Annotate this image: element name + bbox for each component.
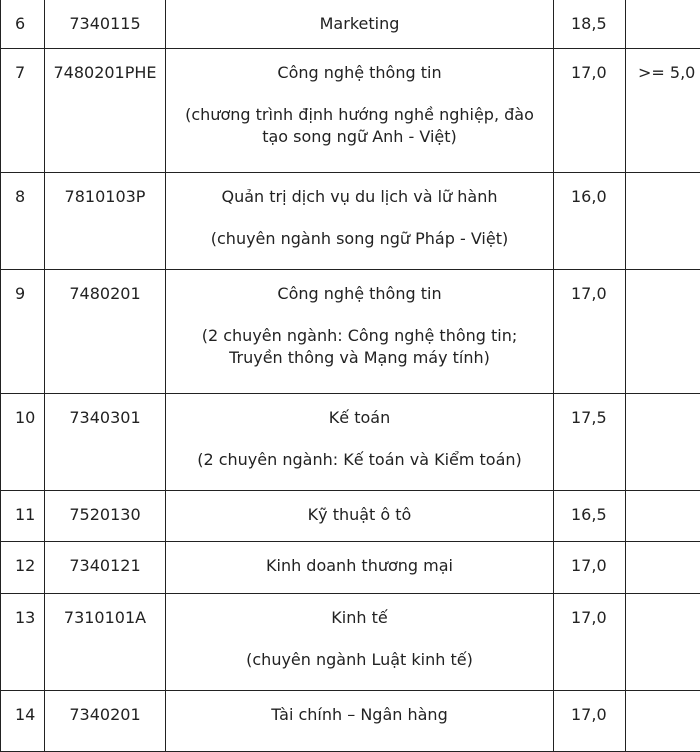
row-number: 8 (1, 173, 45, 270)
major-note: (chuyên ngành Luật kinh tế) (176, 649, 543, 671)
major-name-cell (166, 394, 554, 491)
major-name-cell (166, 270, 554, 394)
extra-condition (626, 594, 700, 691)
extra-condition (626, 491, 700, 542)
admission-score: 16,0 (554, 173, 626, 270)
major-name: Kế toán (176, 407, 543, 429)
major-name-cell (166, 173, 554, 270)
table-row (1, 173, 700, 270)
row-number: 12 (1, 542, 45, 594)
admission-score: 17,0 (554, 270, 626, 394)
major-note: (2 chuyên ngành: Kế toán và Kiểm toán) (176, 449, 543, 471)
table-row (1, 49, 700, 173)
row-number: 9 (1, 270, 45, 394)
extra-condition (626, 394, 700, 491)
major-code: 7480201PHE (45, 49, 166, 173)
admission-score: 17,5 (554, 394, 626, 491)
extra-condition (626, 0, 700, 49)
admission-score: 17,0 (554, 594, 626, 691)
table-row (1, 594, 700, 691)
admission-score: 16,5 (554, 491, 626, 542)
major-code: 7340301 (45, 394, 166, 491)
major-note: (chương trình định hướng nghề nghiệp, đào tạo song ngữ Anh - Việt) (176, 104, 543, 148)
major-name: Công nghệ thông tin (176, 283, 543, 305)
major-note: (2 chuyên ngành: Công nghệ thông tin; Truyền thông và Mạng máy tính) (176, 325, 543, 369)
extra-condition (626, 173, 700, 270)
row-number: 7 (1, 49, 45, 173)
major-code: 7340115 (45, 0, 166, 49)
admission-score: 17,0 (554, 49, 626, 173)
admission-score: 17,0 (554, 691, 626, 752)
major-name: Kinh tế (176, 607, 543, 629)
table-row (1, 394, 700, 491)
extra-condition (626, 542, 700, 594)
row-number: 14 (1, 691, 45, 752)
extra-condition (626, 270, 700, 394)
extra-condition: >= 5,0 (626, 49, 700, 173)
admission-score: 17,0 (554, 542, 626, 594)
major-name: Kỹ thuật ô tô (166, 491, 554, 542)
major-name-cell (166, 49, 554, 173)
major-name: Tài chính – Ngân hàng (166, 691, 554, 752)
major-code: 7340201 (45, 691, 166, 752)
table-row (1, 0, 700, 49)
table-row (1, 270, 700, 394)
major-name: Công nghệ thông tin (176, 62, 543, 84)
major-code: 7810103P (45, 173, 166, 270)
table-row (1, 491, 700, 542)
row-number: 10 (1, 394, 45, 491)
major-code: 7480201 (45, 270, 166, 394)
admission-score: 18,5 (554, 0, 626, 49)
major-name: Quản trị dịch vụ du lịch và lữ hành (176, 186, 543, 208)
major-code: 7340121 (45, 542, 166, 594)
major-name: Kinh doanh thương mại (166, 542, 554, 594)
table-row (1, 691, 700, 752)
table-row (1, 542, 700, 594)
major-code: 7310101A (45, 594, 166, 691)
row-number: 6 (1, 0, 45, 49)
major-code: 7520130 (45, 491, 166, 542)
extra-condition (626, 691, 700, 752)
major-note: (chuyên ngành song ngữ Pháp - Việt) (176, 228, 543, 250)
row-number: 13 (1, 594, 45, 691)
row-number: 11 (1, 491, 45, 542)
major-name: Marketing (166, 0, 554, 49)
major-name-cell (166, 594, 554, 691)
